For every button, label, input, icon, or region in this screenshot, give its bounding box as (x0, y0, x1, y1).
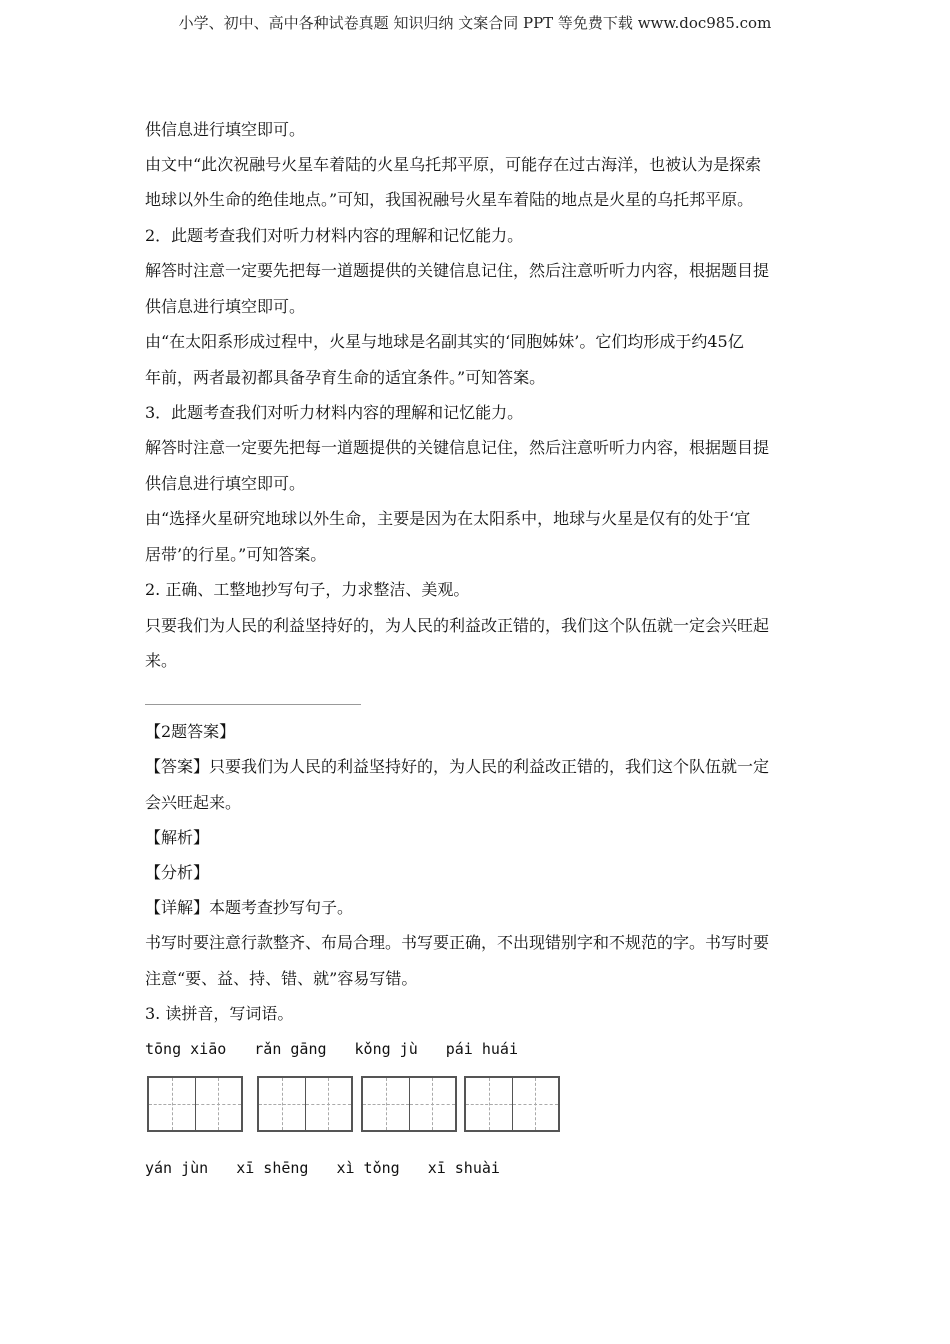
pinyin-item: tōng xiāo (145, 1040, 227, 1058)
text-line: 解答时注意一定要先把每一道题提供的关键信息记住，然后注意听听力内容，根据题目提 (145, 438, 770, 457)
writing-grid[interactable] (257, 1076, 353, 1132)
grid-cell[interactable] (306, 1078, 352, 1130)
writing-grid[interactable] (147, 1076, 243, 1132)
writing-grid[interactable] (464, 1076, 560, 1132)
text-line: 解答时注意一定要先把每一道题提供的关键信息记住，然后注意听听力内容，根据题目提 (145, 261, 770, 280)
grid-cell[interactable] (259, 1078, 306, 1130)
answer-line: 【答案】只要我们为人民的利益坚持好的，为人民的利益改正错的，我们这个队伍就一定 (145, 757, 770, 776)
pinyin-item: kǒng jù (354, 1040, 418, 1058)
grid-cell[interactable] (466, 1078, 513, 1130)
text-line: 年前，两者最初都具备孕育生命的适宜条件。”可知答案。 (145, 368, 546, 387)
text-line: 供信息进行填空即可。 (145, 120, 306, 139)
text-line: 由“选择火星研究地球以外生命，主要是因为在太阳系中，地球与火星是仅有的处于‘宜 (145, 509, 751, 528)
text-line: 来。 (145, 651, 178, 670)
answer-title: 【2题答案】 (145, 722, 236, 741)
analysis-label: 【解析】 (145, 828, 210, 847)
text-line: 由“在太阳系形成过程中，火星与地球是名副其实的‘同胞姊妹’。它们均形成于约45亿 (145, 332, 744, 351)
pinyin-item: xī shēng (236, 1159, 309, 1177)
text-line: 3．此题考查我们对听力材料内容的理解和记忆能力。 (145, 403, 524, 422)
pinyin-row (145, 1040, 546, 1058)
text-line: 居带’的行星。”可知答案。 (145, 545, 327, 564)
grid-cell[interactable] (410, 1078, 456, 1130)
grid-cell[interactable] (196, 1078, 242, 1130)
text-line: 只要我们为人民的利益坚持好的，为人民的利益改正错的，我们这个队伍就一定会兴旺起 (145, 616, 770, 635)
analysis-label: 【分析】 (145, 863, 210, 882)
detail-line: 书写时要注意行款整齐、布局合理。书写要正确，不出现错别字和不规范的字。书写时要 (145, 933, 770, 952)
pinyin-item: xì tǒng (336, 1159, 400, 1177)
grid-cell[interactable] (363, 1078, 410, 1130)
text-line: 供信息进行填空即可。 (145, 474, 306, 493)
pinyin-item: yán jùn (145, 1159, 209, 1177)
text-line: 地球以外生命的绝佳地点。”可知，我国祝融号火星车着陆的地点是火星的乌托邦平原。 (145, 190, 754, 209)
pinyin-item: pái huái (445, 1040, 518, 1058)
pinyin-item: xī shuài (427, 1159, 500, 1177)
pinyin-item: rǎn gāng (254, 1040, 327, 1058)
detail-line: 【详解】本题考查抄写句子。 (145, 898, 354, 917)
grid-cell[interactable] (513, 1078, 559, 1130)
answer-line: 会兴旺起来。 (145, 793, 242, 812)
grid-cell[interactable] (149, 1078, 196, 1130)
page-header: 小学、初中、高中各种试卷真题 知识归纳 文案合同 PPT 等免费下载 www.doc985.com (178, 14, 772, 32)
writing-grid[interactable] (361, 1076, 457, 1132)
text-line: 供信息进行填空即可。 (145, 297, 306, 316)
text-line: 由文中“此次祝融号火星车着陆的火星乌托邦平原，可能存在过古海洋，也被认为是探索 (145, 155, 762, 174)
text-line: 2．此题考查我们对听力材料内容的理解和记忆能力。 (145, 226, 524, 245)
pinyin-row (145, 1159, 528, 1177)
question-title: 3. 读拼音，写词语。 (145, 1004, 294, 1023)
text-line: 2. 正确、工整地抄写句子，力求整洁、美观。 (145, 580, 470, 599)
section-divider (145, 704, 361, 705)
detail-line: 注意“要、益、持、错、就”容易写错。 (145, 969, 418, 988)
